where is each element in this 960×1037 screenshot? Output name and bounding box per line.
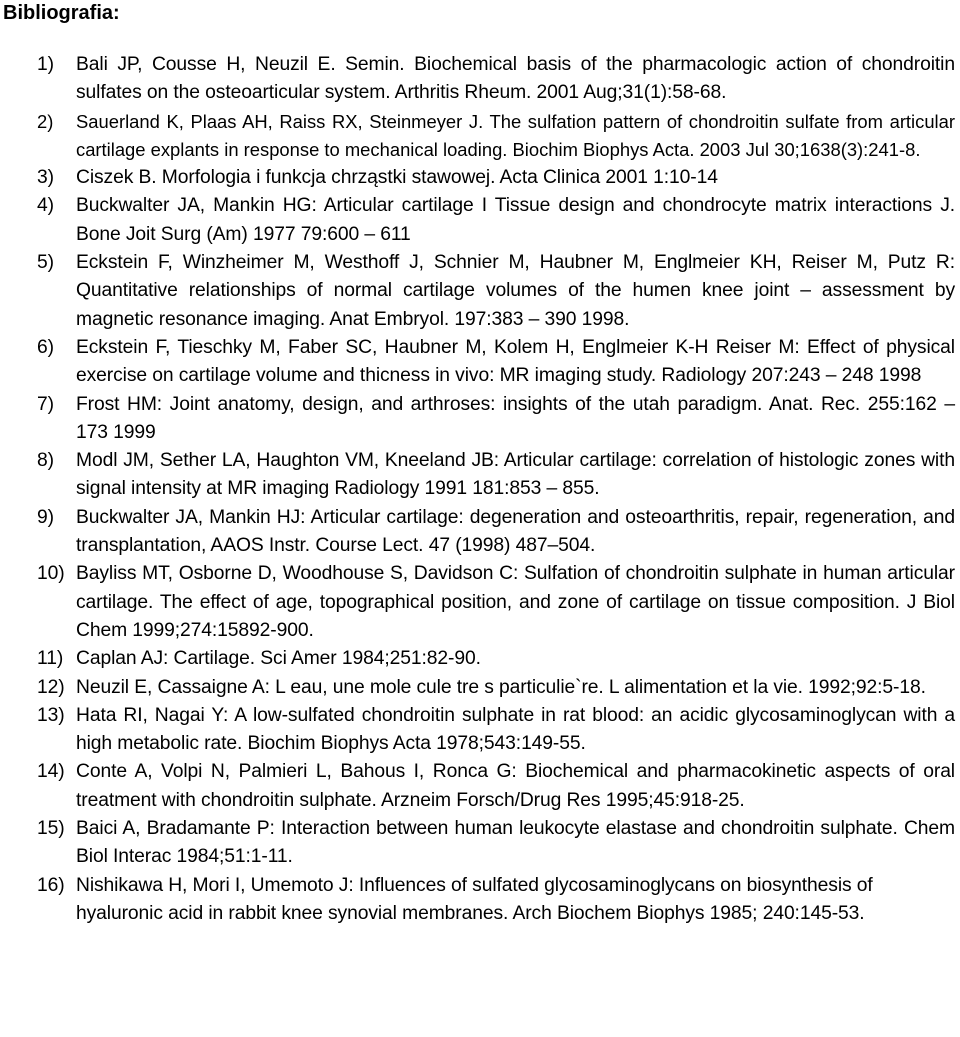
reference-number: 3) bbox=[37, 167, 54, 189]
reference-text: Ciszek B. Morfologia i funkcja chrząstki stawowej. Acta Clinica 2001 1:10-14 bbox=[76, 167, 718, 189]
reference-number: 16) bbox=[37, 874, 65, 896]
reference-number: 4) bbox=[37, 195, 54, 217]
reference-text: Baici A, Bradamante P: Interaction between human leukocyte elastase and chondroitin sulphate. Chem Biol Interac 1984;51:1-11. bbox=[76, 818, 955, 868]
reference-text: Hata RI, Nagai Y: A low-sulfated chondroitin sulphate in rat blood: an acidic glycosaminoglycan with a high metabolic rate. Biochim Biophys Acta 1978;543:149-55. bbox=[76, 704, 955, 755]
reference-item bbox=[0, 560, 955, 645]
reference-item bbox=[0, 674, 955, 702]
reference-text: Caplan AJ: Cartilage. Sci Amer 1984;251:82-90. bbox=[76, 648, 481, 670]
reference-item bbox=[0, 192, 955, 249]
reference-item bbox=[0, 249, 955, 334]
reference-item bbox=[0, 447, 955, 504]
reference-number: 7) bbox=[37, 393, 54, 415]
reference-item bbox=[0, 391, 955, 448]
reference-text: Neuzil E, Cassaigne A: L eau, une mole cule tre s particulie`re. L alimentation et la vie. 1992;92:5-18. bbox=[76, 676, 926, 698]
reference-text: Buckwalter JA, Mankin HJ: Articular cartilage: degeneration and osteoarthritis, repair, regeneration, and transplantation, AAOS Instr. Course Lect. 47 (1998) 487–504. bbox=[76, 506, 955, 557]
reference-item bbox=[0, 702, 955, 759]
reference-text: Conte A, Volpi N, Palmieri L, Bahous I, Ronca G: Biochemical and pharmacokinetic aspects of oral treatment with chondroitin sulphate. Arzneim Forsch/Drug Res 1995;45:918-25. bbox=[76, 761, 955, 811]
reference-item bbox=[0, 645, 955, 673]
reference-number: 10) bbox=[37, 563, 65, 585]
reference-text: Buckwalter JA, Mankin HG: Articular cartilage I Tissue design and chondrocyte matrix interactions J. Bone Joit Surg (Am) 1977 79:600 – 611 bbox=[76, 195, 955, 245]
reference-text: Bali JP, Cousse H, Neuzil E. Semin. Biochemical basis of the pharmacologic action of chondroitin sulfates on the osteoarticular system. Arthritis Rheum. 2001 Aug;31(1):58-68. bbox=[76, 54, 955, 104]
reference-number: 8) bbox=[37, 450, 54, 472]
reference-number: 15) bbox=[37, 818, 65, 840]
page-title: Bibliografia: bbox=[3, 2, 120, 24]
reference-item bbox=[0, 164, 955, 192]
reference-number: 9) bbox=[37, 506, 54, 528]
reference-item bbox=[0, 504, 955, 561]
reference-number: 1) bbox=[37, 54, 54, 75]
reference-number: 14) bbox=[37, 761, 65, 783]
reference-item bbox=[0, 51, 955, 108]
reference-item bbox=[0, 815, 955, 872]
reference-text: Eckstein F, Tieschky M, Faber SC, Haubner M, Kolem H, Englmeier K-H Reiser M: Effect of physical exercise on cartilage volume and thicness in vivo: MR imaging study. Radiology 207:243 – 248 1998 bbox=[76, 336, 955, 387]
reference-item bbox=[0, 334, 955, 391]
reference-number: 2) bbox=[37, 110, 54, 132]
reference-list bbox=[0, 51, 960, 928]
reference-text: Bayliss MT, Osborne D, Woodhouse S, Davidson C: Sulfation of chondroitin sulphate in human articular cartilage. The effect of age, topographical position, and zone of cartilage on tissue composition. J Biol Chem 1999;274:15892-900. bbox=[76, 563, 955, 641]
reference-text: Nishikawa H, Mori I, Umemoto J: Influences of sulfated glycosaminoglycans on biosynthesis of hyaluronic acid in rabbit knee synovial membranes. Arch Biochem Biophys 1985; 240:145-53. bbox=[76, 874, 873, 924]
reference-item bbox=[0, 758, 955, 815]
reference-text: Frost HM: Joint anatomy, design, and arthroses: insights of the utah paradigm. Anat. Rec. 255:162 – 173 1999 bbox=[76, 393, 955, 443]
reference-number: 13) bbox=[37, 704, 65, 726]
reference-item bbox=[0, 108, 955, 165]
reference-number: 5) bbox=[37, 252, 54, 274]
reference-text: Sauerland K, Plaas AH, Raiss RX, Steinmeyer J. The sulfation pattern of chondroitin sulfate from articular cartilage explants in response to mechanical loading. Biochim Biophys Acta. 2003 Jul 30;1638(3):241-8. bbox=[76, 110, 955, 160]
reference-number: 12) bbox=[37, 676, 65, 698]
reference-text: Eckstein F, Winzheimer M, Westhoff J, Schnier M, Haubner M, Englmeier KH, Reiser M, Putz R: Quantitative relationships of normal cartilage volumes of the humen knee joint – assessment by magnetic resonance imaging. Anat Embryol. 197:383 – 390 1998. bbox=[76, 252, 955, 330]
reference-text: Modl JM, Sether LA, Haughton VM, Kneeland JB: Articular cartilage: correlation of histologic zones with signal intensity at MR imaging Radiology 1991 181:853 – 855. bbox=[76, 450, 955, 500]
reference-item bbox=[0, 872, 955, 929]
reference-number: 11) bbox=[37, 648, 64, 670]
reference-number: 6) bbox=[37, 336, 54, 358]
